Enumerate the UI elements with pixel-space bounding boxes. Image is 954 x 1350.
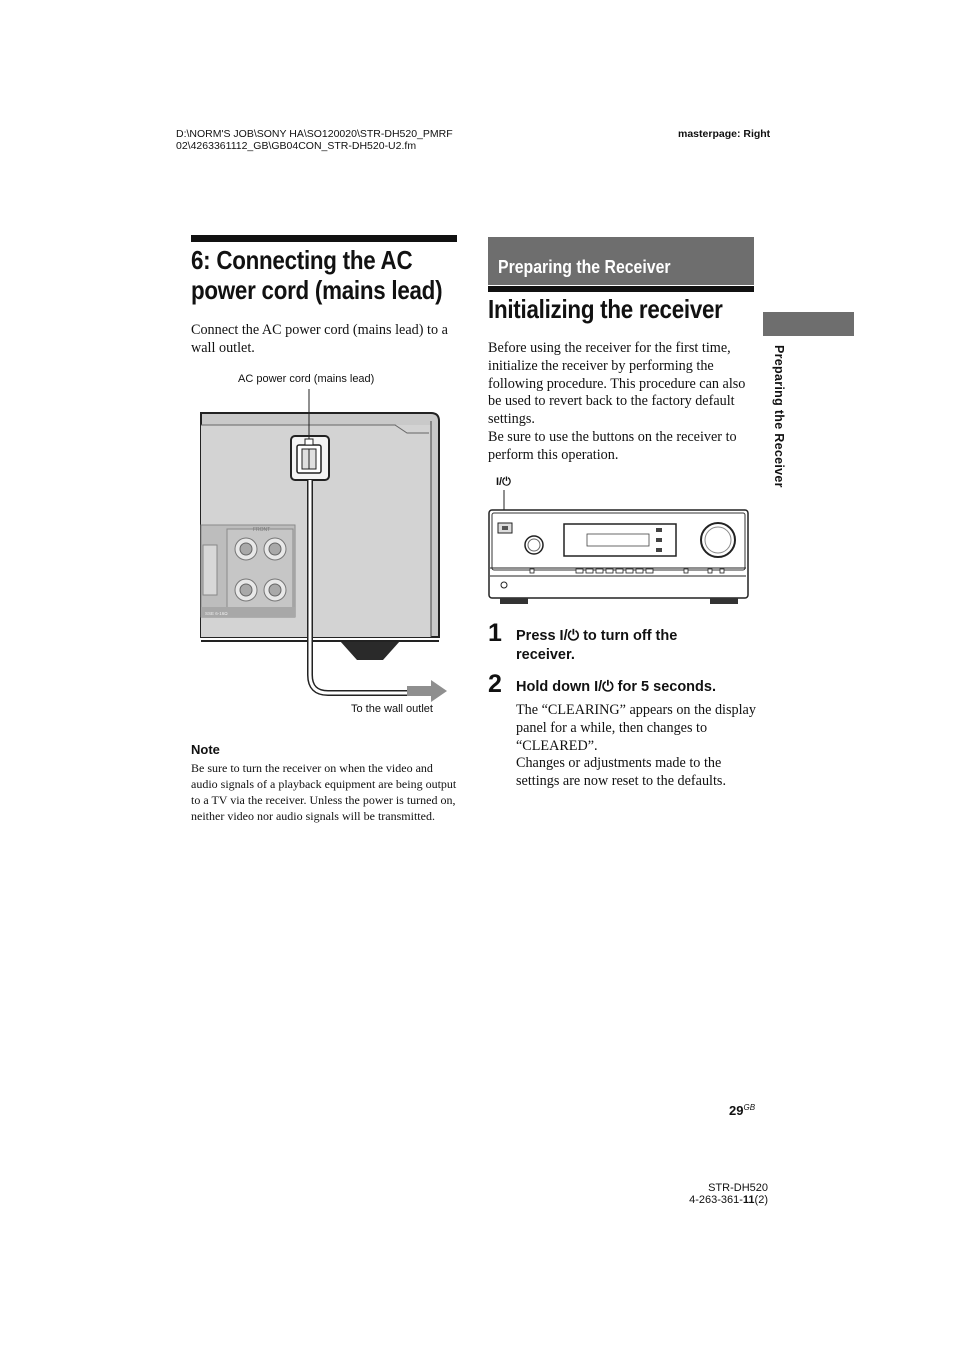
receiver-front-illustration bbox=[488, 488, 752, 608]
left-intro: Connect the AC power cord (mains lead) to a wall outlet. bbox=[191, 322, 448, 356]
page-number-value: 29 bbox=[729, 1103, 744, 1118]
step-2-number: 2 bbox=[488, 670, 502, 698]
document-code-suffix: (2) bbox=[754, 1194, 768, 1206]
panel-label-impedance: SSE 6-16Ω bbox=[205, 611, 228, 616]
page-number-suffix: GB bbox=[743, 1103, 756, 1112]
step-1-line-2: receiver. bbox=[516, 647, 575, 663]
power-callout-label: I/⏻ bbox=[496, 476, 511, 488]
step-2-detail bbox=[516, 702, 756, 791]
title-rule bbox=[191, 235, 457, 242]
step-1-text bbox=[516, 627, 677, 665]
ac-inlet bbox=[291, 436, 329, 480]
panel-label-front: FRONT bbox=[253, 527, 271, 533]
ac-cord-illustration bbox=[195, 385, 455, 705]
document-code-prefix: 4-263-361- bbox=[689, 1194, 743, 1206]
section-band bbox=[488, 237, 754, 285]
volume-knob bbox=[701, 523, 735, 557]
side-tab-text: Preparing the Receiver bbox=[772, 345, 786, 488]
masterpage-label: masterpage: Right bbox=[678, 128, 771, 140]
left-title-line-1: 6: Connecting the AC bbox=[191, 245, 413, 275]
file-path-line-2: 02\4263361112_GB\GB04CON_STR-DH520-U2.fm bbox=[176, 140, 417, 152]
note-heading: Note bbox=[191, 742, 220, 757]
page-number bbox=[729, 1103, 755, 1118]
step-2-detail-2: Changes or adjustments made to the settings are now reset to the defaults. bbox=[516, 755, 726, 790]
right-title: Initializing the receiver bbox=[488, 294, 723, 324]
step-1-line-1: Press I/⏻ to turn off the bbox=[516, 628, 678, 644]
step-1-number: 1 bbox=[488, 619, 502, 647]
right-intro-para-1: Before using the receiver for the first time, initialize the receiver by performing the following procedure. This procedure can also be used to revert back to the factory default settings. bbox=[488, 340, 746, 428]
section-rule bbox=[488, 286, 754, 292]
file-path-header bbox=[176, 128, 453, 152]
section-title: Preparing the Receiver bbox=[498, 257, 671, 277]
right-intro bbox=[488, 340, 754, 465]
footer-codes bbox=[689, 1182, 768, 1206]
left-title bbox=[191, 245, 483, 305]
file-path-line-1: D:\NORM'S JOB\SONY HA\SO120020\STR-DH520_PMRF bbox=[176, 128, 453, 140]
step-2-text: Hold down I/⏻ for 5 seconds. bbox=[516, 679, 716, 695]
model-number: STR-DH520 bbox=[708, 1182, 768, 1194]
callout-ac-cord: AC power cord (mains lead) bbox=[238, 373, 375, 385]
side-tab bbox=[763, 312, 854, 336]
step-2-detail-1: The “CLEARING” appears on the display panel for a while, then changes to “CLEARED”. bbox=[516, 702, 756, 754]
left-title-line-2: power cord (mains lead) bbox=[191, 275, 443, 305]
document-code bbox=[689, 1194, 768, 1206]
note-text: Be sure to turn the receiver on when the video and audio signals of a playback equipment are being output to a TV via the receiver. Unless the power is turned on, neither video nor audio signals will be transmitted. bbox=[191, 761, 457, 823]
arrow-to-outlet-icon bbox=[407, 680, 447, 702]
document-code-bold: 11 bbox=[742, 1194, 755, 1206]
right-intro-para-2: Be sure to use the buttons on the receiver to perform this operation. bbox=[488, 428, 737, 463]
callout-wall-outlet: To the wall outlet bbox=[351, 703, 433, 715]
